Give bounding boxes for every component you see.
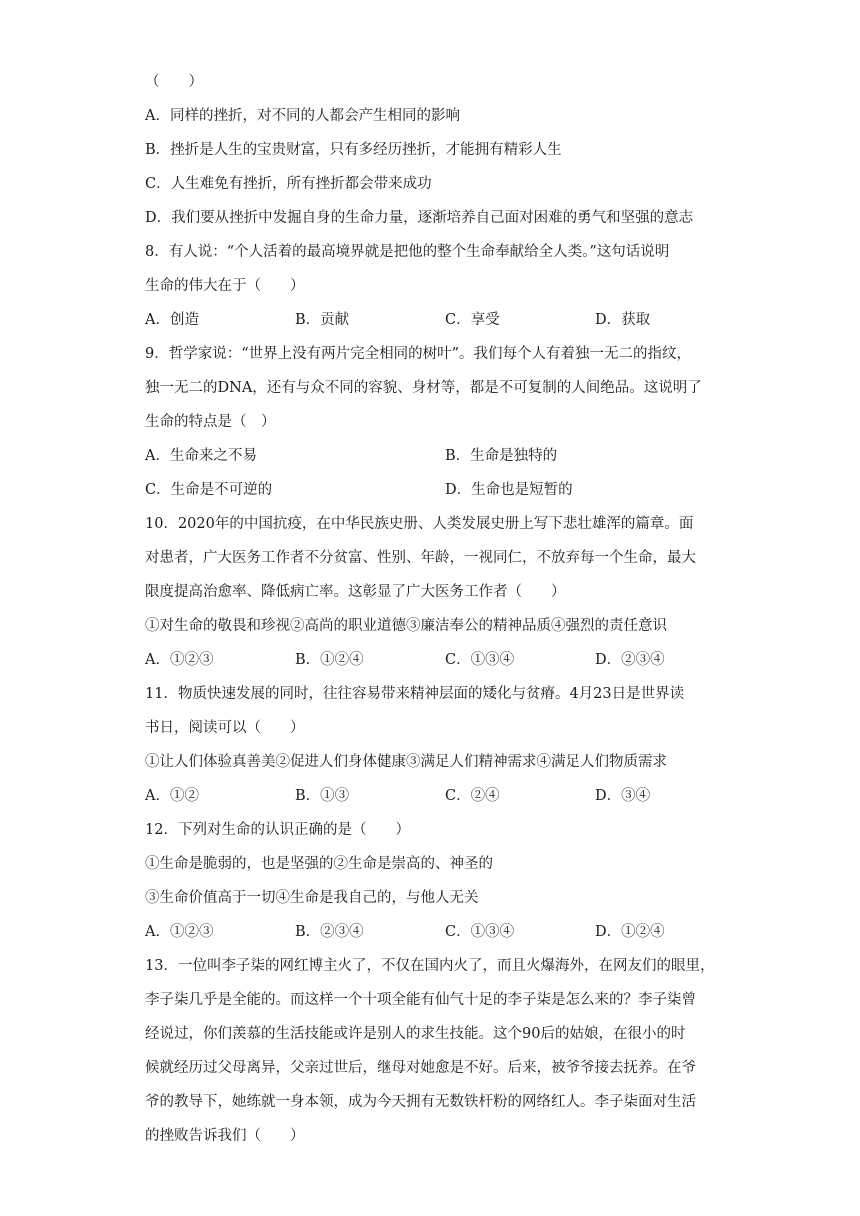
q10-stem-line-3: 限度提高治愈率、降低病亡率。这彰显了广大医务工作者（ ） xyxy=(145,584,566,600)
q9-option-b: B．生命是独特的 xyxy=(445,448,558,464)
q13-stem-line-3: 经说过，你们羡慕的生活技能或许是别人的求生技能。这个90后的姑娘，在很小的时 xyxy=(145,1026,686,1042)
q9-stem-line-3: 生命的特点是（ ） xyxy=(145,414,276,430)
q7-stem-end: （ ） xyxy=(145,74,203,90)
q9-option-c: C．生命是不可逆的 xyxy=(145,482,273,498)
q13-stem-line-5: 爷的教导下，她练就一身本领，成为今天拥有无数铁杆粉的网络红人。李子柒面对生活 xyxy=(145,1094,696,1110)
q11-stem-line-3: ①让人们体验真善美②促进人们身体健康③满足人们精神需求④满足人们物质需求 xyxy=(145,754,667,770)
q8-stem-line-2: 生命的伟大在于（ ） xyxy=(145,278,305,294)
q8-stem-line-1: 8．有人说：“个人活着的最高境界就是把他的整个生命奉献给全人类。”这句话说明 xyxy=(145,244,670,260)
q13-stem-line-1: 13．一位叫李子柒的网红博主火了，不仅在国内火了，而且火爆海外，在网友们的眼里， xyxy=(145,958,715,974)
q12-stem-line-1: 12．下列对生命的认识正确的是（ ） xyxy=(145,822,410,838)
q9-option-a: A．生命来之不易 xyxy=(145,448,257,464)
q9-option-d: D．生命也是短暂的 xyxy=(445,482,573,498)
q13-stem-line-2: 李子柒几乎是全能的。而这样一个十项全能有仙气十足的李子柒是怎么来的？李子柒曾 xyxy=(145,992,696,1008)
q7-option-b: B．挫折是人生的宝贵财富，只有多经历挫折，才能拥有精彩人生 xyxy=(145,142,562,158)
q8-option-a: A．创造 xyxy=(145,312,199,328)
q10-stem-line-4: ①对生命的敬畏和珍视②高尚的职业道德③廉洁奉公的精神品质④强烈的责任意识 xyxy=(145,618,667,634)
q12-option-d: D．①②④ xyxy=(595,924,665,940)
q10-option-b: B．①②④ xyxy=(295,652,364,668)
q12-option-b: B．②③④ xyxy=(295,924,364,940)
q8-option-b: B．贡献 xyxy=(295,312,350,328)
q12-option-c: C．①③④ xyxy=(445,924,515,940)
q10-stem-line-1: 10．2020年的中国抗疫，在中华民族史册、人类发展史册上写下悲壮雄浑的篇章。面 xyxy=(145,516,694,532)
q8-option-c: C．享受 xyxy=(445,312,500,328)
q13-stem-line-4: 候就经历过父母离异，父亲过世后，继母对她愈是不好。后来，被爷爷接去抚养。在爷 xyxy=(145,1060,696,1076)
q10-stem-line-2: 对患者，广大医务工作者不分贫富、性别、年龄，一视同仁，不放弃每一个生命，最大 xyxy=(145,550,696,566)
q12-option-a: A．①②③ xyxy=(145,924,214,940)
q10-option-d: D．②③④ xyxy=(595,652,665,668)
q7-option-a: A．同样的挫折，对不同的人都会产生相同的影响 xyxy=(145,108,460,124)
q11-option-b: B．①③ xyxy=(295,788,350,804)
q9-stem-line-2: 独一无二的DNA，还有与众不同的容貌、身材等，都是不可复制的人间绝品。这说明了 xyxy=(145,380,702,396)
q7-option-c: C．人生难免有挫折，所有挫折都会带来成功 xyxy=(145,176,432,192)
q11-stem-line-2: 书日，阅读可以（ ） xyxy=(145,720,305,736)
q10-option-a: A．①②③ xyxy=(145,652,214,668)
q7-option-d: D．我们要从挫折中发掘自身的生命力量，逐渐培养自己面对困难的勇气和坚强的意志 xyxy=(145,210,694,226)
q10-option-c: C．①③④ xyxy=(445,652,515,668)
q13-stem-line-6: 的挫败告诉我们（ ） xyxy=(145,1128,305,1144)
q11-stem-line-1: 11．物质快速发展的同时，往往容易带来精神层面的矮化与贫瘠。4月23日是世界读 xyxy=(145,686,685,702)
q11-option-c: C．②④ xyxy=(445,788,500,804)
q12-stem-line-3: ③生命价值高于一切④生命是我自己的，与他人无关 xyxy=(145,890,479,906)
q11-option-a: A．①② xyxy=(145,788,199,804)
q11-option-d: D．③④ xyxy=(595,788,651,804)
q9-stem-line-1: 9．哲学家说：“世界上没有两片完全相同的树叶”。我们每个人有着独一无二的指纹， xyxy=(145,346,692,362)
q12-stem-line-2: ①生命是脆弱的，也是坚强的②生命是崇高的、神圣的 xyxy=(145,856,493,872)
q8-option-d: D．获取 xyxy=(595,312,651,328)
